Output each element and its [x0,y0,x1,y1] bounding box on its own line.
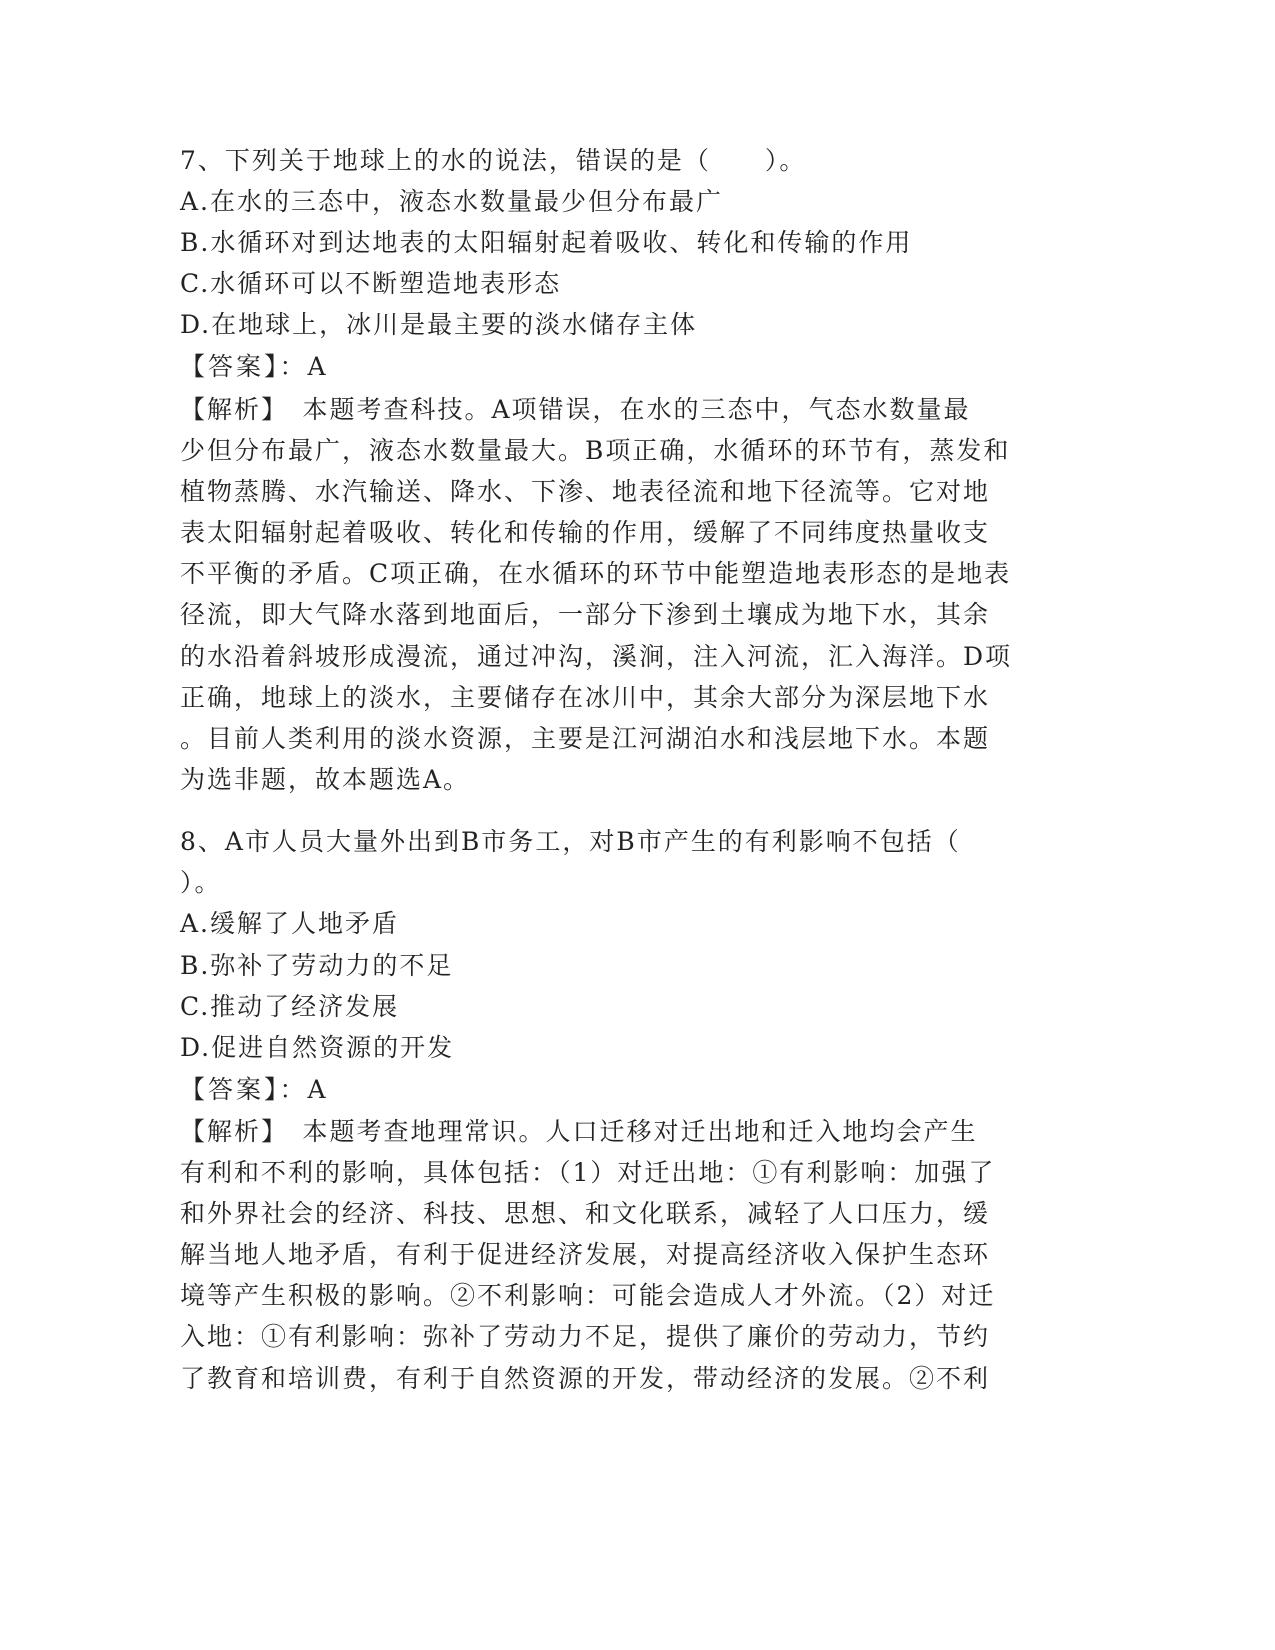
question-8-answer: 【答案】：A [180,1075,329,1104]
question-7-option-a: A.在水的三态中，液态水数量最少但分布最广 [180,187,724,216]
question-8-analysis-line: 有利和不利的影响，具体包括：（1）对迁出地：①有利影响：加强了 [180,1158,996,1187]
question-7-analysis-line: 植物蒸腾、水汽输送、降水、下渗、地表径流和地下径流等。它对地 [180,477,991,506]
question-8-stem-continued: ）。 [180,868,222,897]
question-7-analysis-line: 为选非题，故本题选A。 [180,765,471,794]
question-7-analysis-line: 径流，即大气降水落到地面后，一部分下渗到土壤成为地下水，其余 [180,600,991,629]
question-8-option-c: C.推动了经济发展 [180,992,400,1021]
question-8-analysis-line: 和外界社会的经济、科技、思想、和文化联系，减轻了人口压力，缓 [180,1199,991,1228]
question-8-option-b: B.弥补了劳动力的不足 [180,951,454,980]
question-7-option-d: D.在地球上，冰川是最主要的淡水储存主体 [180,310,698,339]
question-7-analysis-line: 【解析】 本题考查科技。A项错误，在水的三态中，气态水数量最 [180,395,971,424]
question-8-analysis-line: 入地：①有利影响：弥补了劳动力不足，提供了廉价的劳动力，节约 [180,1322,991,1351]
question-7-answer: 【答案】：A [180,352,329,381]
question-7-analysis-line: 。目前人类利用的淡水资源，主要是江河湖泊水和浅层地下水。本题 [180,724,991,753]
question-7-stem: 7、下列关于地球上的水的说法，错误的是（ ）。 [180,146,807,175]
question-7-analysis-line: 少但分布最广，液态水数量最大。B项正确，水循环的环节有，蒸发和 [180,436,1011,465]
question-7-analysis-line: 不平衡的矛盾。C项正确，在水循环的环节中能塑造地表形态的是地表 [180,559,1012,588]
question-8-analysis-line: 了教育和培训费，有利于自然资源的开发，带动经济的发展。②不利 [180,1364,991,1393]
question-7-analysis-line: 正确，地球上的淡水，主要储存在冰川中，其余大部分为深层地下水 [180,683,991,712]
question-7-analysis-line: 的水沿着斜坡形成漫流，通过冲沟，溪涧，注入河流，汇入海洋。D项 [180,642,1013,671]
question-8-stem: 8、A市人员大量外出到B市务工，对B市产生的有利影响不包括（ [180,827,961,856]
question-7-option-c: C.水循环可以不断塑造地表形态 [180,269,562,298]
question-8-analysis-line: 解当地人地矛盾，有利于促进经济发展，对提高经济收入保护生态环 [180,1240,991,1269]
question-8-option-a: A.缓解了人地矛盾 [180,909,400,938]
question-8-option-d: D.促进自然资源的开发 [180,1033,455,1062]
question-7-analysis-line: 表太阳辐射起着吸收、转化和传输的作用，缓解了不同纬度热量收支 [180,518,991,547]
question-8-analysis-line: 境等产生积极的影响。②不利影响：可能会造成人才外流。（2）对迁 [180,1281,996,1310]
question-8-analysis-line: 【解析】 本题考查地理常识。人口迁移对迁出地和迁入地均会产生 [180,1117,978,1146]
question-7-option-b: B.水循环对到达地表的太阳辐射起着吸收、转化和传输的作用 [180,228,913,257]
